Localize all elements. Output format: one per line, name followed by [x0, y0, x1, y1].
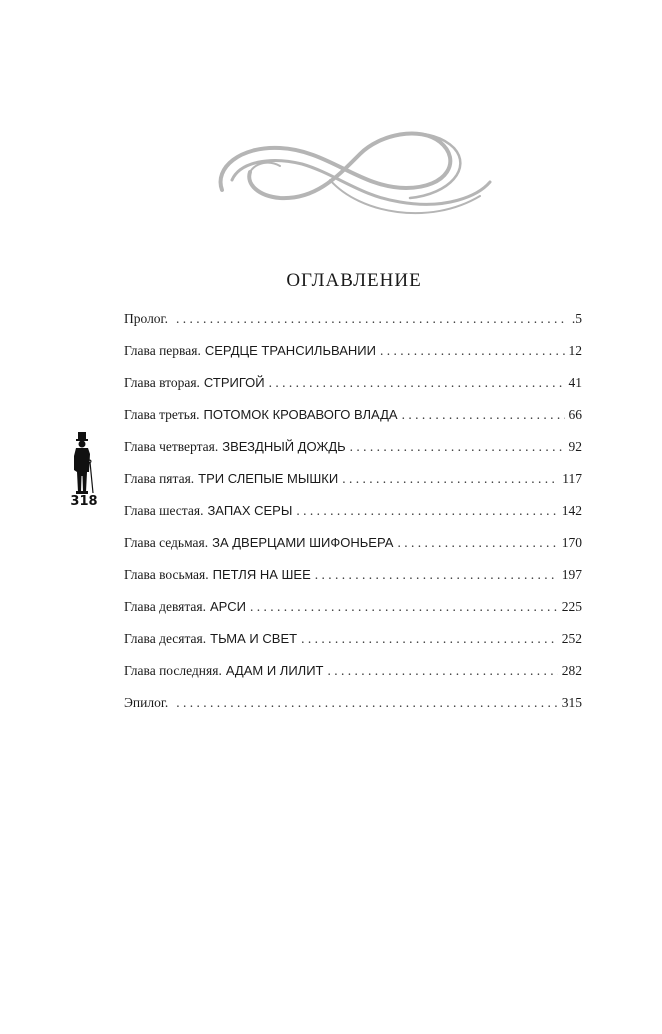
- toc-entry: [124, 631, 582, 663]
- chapter-title: СЕРДЦЕ ТРАНСИЛЬВАНИИ: [204, 343, 376, 358]
- chapter-title: ЗА ДВЕРЦАМИ ШИФОНЬЕРА: [212, 535, 394, 550]
- page-number: .5: [571, 311, 582, 326]
- dot-leader: [315, 567, 558, 583]
- page-number: 170: [561, 535, 582, 550]
- page-number: 282: [561, 663, 582, 678]
- chapter-label: Глава восьмая.: [124, 567, 209, 582]
- page-number: 197: [561, 567, 582, 582]
- chapter-label: Глава пятая.: [124, 471, 195, 486]
- dot-leader: [269, 375, 565, 391]
- chapter-label: Эпилог.: [124, 695, 169, 710]
- flourish-ornament-icon: [210, 118, 495, 228]
- dot-leader: [301, 631, 558, 647]
- toc-entry: [124, 471, 582, 503]
- chapter-label: Глава первая.: [124, 343, 201, 358]
- chapter-label: Глава последняя.: [124, 663, 222, 678]
- page-number: 225: [561, 599, 582, 614]
- dot-leader: [397, 535, 557, 551]
- chapter-label: Глава вторая.: [124, 375, 200, 390]
- toc-entry: [124, 311, 582, 343]
- chapter-label: Глава четвертая.: [124, 439, 219, 454]
- toc-entry: [124, 599, 582, 631]
- chapter-title: ТРИ СЛЕПЫЕ МЫШКИ: [198, 471, 339, 486]
- page-number: 92: [568, 439, 582, 454]
- chapter-label: Пролог.: [124, 311, 168, 326]
- dot-leader: [176, 311, 568, 327]
- page-number: 66: [568, 407, 582, 422]
- dot-leader: [250, 599, 558, 615]
- toc-entry: [124, 695, 582, 727]
- toc-entry: [124, 567, 582, 599]
- folio-page-number: 318: [70, 494, 98, 509]
- dot-leader: [342, 471, 558, 487]
- chapter-label: Глава третья.: [124, 407, 200, 422]
- page-number: 41: [568, 375, 582, 390]
- chapter-label: Глава шестая.: [124, 503, 204, 518]
- page-number: 117: [562, 471, 582, 486]
- gentleman-silhouette-icon: [70, 432, 96, 494]
- chapter-title: ЗАПАХ СЕРЫ: [207, 503, 293, 518]
- toc-list: [124, 311, 582, 727]
- toc-entry: [124, 663, 582, 695]
- dot-leader: [328, 663, 558, 679]
- dot-leader: [296, 503, 557, 519]
- chapter-label: Глава девятая.: [124, 599, 206, 614]
- toc-entry: [124, 343, 582, 375]
- page-number: 252: [561, 631, 582, 646]
- page-number: 142: [561, 503, 582, 518]
- toc-entry: [124, 407, 582, 439]
- chapter-title: ТЬМА И СВЕТ: [210, 631, 298, 646]
- page-number: 12: [568, 343, 582, 358]
- toc-entry: [124, 439, 582, 471]
- toc-entry: [124, 375, 582, 407]
- chapter-label: Глава десятая.: [124, 631, 207, 646]
- chapter-title: ПЕТЛЯ НА ШЕЕ: [212, 567, 311, 582]
- dot-leader: [350, 439, 565, 455]
- chapter-title: ЗВЕЗДНЫЙ ДОЖДЬ: [222, 439, 346, 454]
- chapter-label: Глава седьмая.: [124, 535, 209, 550]
- chapter-title: АДАМ И ЛИЛИТ: [225, 663, 324, 678]
- dot-leader: [380, 343, 565, 359]
- toc-heading: ОГЛАВЛЕНИЕ: [286, 270, 422, 291]
- chapter-title: АРСИ: [210, 599, 246, 614]
- dot-leader: [402, 407, 565, 423]
- page-number: 315: [561, 695, 582, 710]
- chapter-title: ПОТОМОК КРОВАВОГО ВЛАДА: [203, 407, 398, 422]
- dot-leader: [176, 695, 558, 711]
- chapter-title: СТРИГОЙ: [203, 375, 265, 390]
- toc-entry: [124, 535, 582, 567]
- toc-entry: [124, 503, 582, 535]
